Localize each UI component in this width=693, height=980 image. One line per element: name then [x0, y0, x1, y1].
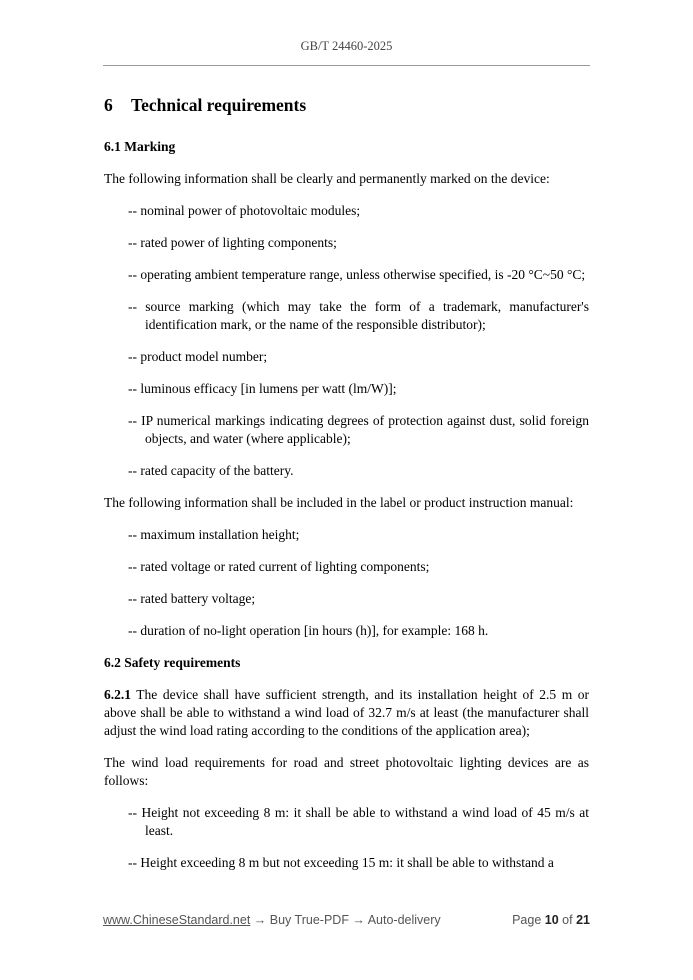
section-number: 6	[104, 95, 113, 115]
section-heading	[104, 94, 589, 116]
arrow-icon: →	[250, 913, 270, 927]
clause-text: The device shall have sufficient strength, and its installation height of 2.5 m or above shall be able to withstand a wind load of 32.7 m/s at least (the manufacturer shall adjust the wind load rating according to the conditions of the application area);	[104, 687, 589, 738]
buy-pdf-text: Buy True-PDF	[269, 913, 349, 927]
subsection-heading-6-2: 6.2 Safety requirements	[104, 655, 241, 670]
list-item: -- maximum installation height;	[128, 527, 300, 542]
site-link[interactable]: www.ChineseStandard.net	[103, 913, 251, 927]
page-indicator	[512, 913, 590, 927]
list-item: -- rated power of lighting components;	[128, 235, 337, 250]
section-title: Technical requirements	[131, 95, 307, 115]
clause-number: 6.2.1	[104, 687, 131, 702]
page-total: 21	[576, 913, 590, 927]
marking-intro: The following information shall be clearly and permanently marked on the device:	[104, 171, 550, 186]
list-item: -- IP numerical markings indicating degrees of protection against dust, solid foreign objects, and water (where applicable);	[128, 413, 589, 446]
delivery-text: Auto-delivery	[367, 913, 441, 927]
clause-6-2-1	[104, 686, 589, 740]
list-item: -- product model number;	[128, 349, 268, 364]
subsection-heading-6-1: 6.1 Marking	[104, 139, 176, 154]
list-item: -- duration of no-light operation [in hours (h)], for example: 168 h.	[128, 623, 489, 638]
list-item: -- rated battery voltage;	[128, 591, 256, 606]
list-item: -- luminous efficacy [in lumens per watt (lm/W)];	[128, 381, 397, 396]
page-number: 10	[544, 913, 559, 927]
list-item: -- operating ambient temperature range, unless otherwise specified, is -20 °C~50 °C;	[128, 267, 586, 282]
page-header: GB/T 24460-2025	[300, 39, 393, 53]
list-item: -- rated capacity of the battery.	[128, 463, 294, 478]
list-item: -- Height exceeding 8 m but not exceeding 15 m: it shall be able to withstand a	[128, 855, 554, 870]
list-item: -- source marking (which may take the form of a trademark, manufacturer's identification mark, or the name of the responsible distributor);	[128, 299, 589, 332]
arrow-icon: →	[348, 913, 368, 927]
list-item: -- rated voltage or rated current of lighting components;	[128, 559, 430, 574]
page-content	[104, 94, 589, 886]
page-label: Page	[512, 913, 542, 927]
wind-load-intro: The wind load requirements for road and street photovoltaic lighting devices are as follows:	[104, 755, 589, 788]
footer-links	[103, 913, 441, 927]
list-item: -- nominal power of photovoltaic modules;	[128, 203, 361, 218]
list-item: -- Height not exceeding 8 m: it shall be able to withstand a wind load of 45 m/s at least.	[128, 805, 589, 838]
label-manual-intro: The following information shall be included in the label or product instruction manual:	[104, 495, 574, 510]
header-rule	[103, 65, 590, 66]
of-label: of	[562, 913, 573, 927]
